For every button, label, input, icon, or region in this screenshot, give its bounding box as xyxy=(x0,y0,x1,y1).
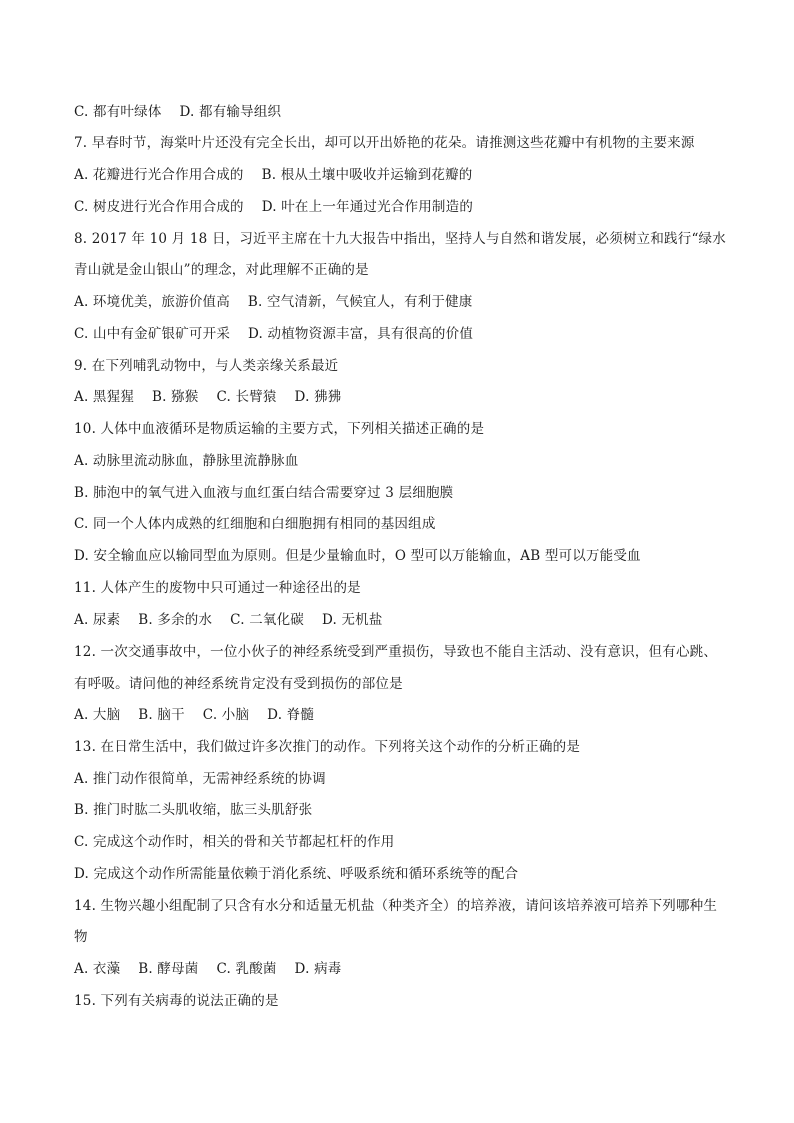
q8-options-cd: C. 山中有金矿银矿可开采 D. 动植物资源丰富，具有很高的价值 xyxy=(74,326,474,342)
q8-stem-line1: 8. 2017 年 10 月 18 日，习近平主席在十九大报告中指出，坚持人与自然和谐发展，必须树立和践行“绿水 xyxy=(74,231,726,247)
q11-stem: 11. 人体产生的废物中只可通过一种途径出的是 xyxy=(74,580,361,596)
q9-stem: 9. 在下列哺乳动物中，与人类亲缘关系最近 xyxy=(74,358,339,374)
q8-stem-line2: 青山就是金山银山”的理念，对此理解不正确的是 xyxy=(74,262,369,278)
q15-stem: 15. 下列有关病毒的说法正确的是 xyxy=(74,993,279,1009)
q6-options-cd: C. 都有叶绿体 D. 都有输导组织 xyxy=(74,104,282,120)
q10-option-a: A. 动脉里流动脉血，静脉里流静脉血 xyxy=(74,453,299,469)
q7-options-cd: C. 树皮进行光合作用合成的 D. 叶在上一年通过光合作用制造的 xyxy=(74,199,474,215)
q13-option-a: A. 推门动作很简单，无需神经系统的协调 xyxy=(74,771,326,787)
q12-stem-line1: 12. 一次交通事故中，一位小伙子的神经系统受到严重损伤，导致也不能自主活动、没有意识，但有心跳、 xyxy=(74,644,718,660)
q7-options-ab: A. 花瓣进行光合作用合成的 B. 根从土壤中吸收并运输到花瓣的 xyxy=(74,167,473,183)
q14-stem-line1: 14. 生物兴趣小组配制了只含有水分和适量无机盐（种类齐全）的培养液，请问该培养液可培养下列哪种生 xyxy=(74,898,718,914)
q7-stem: 7. 早春时节，海棠叶片还没有完全长出，却可以开出娇艳的花朵。请推测这些花瓣中有机物的主要来源 xyxy=(74,135,695,151)
q13-stem: 13. 在日常生活中，我们做过许多次推门的动作。下列将关这个动作的分析正确的是 xyxy=(74,739,581,755)
q9-options: A. 黑猩猩 B. 猕猴 C. 长臂猿 D. 狒狒 xyxy=(74,389,342,405)
q11-options: A. 尿素 B. 多余的水 C. 二氧化碳 D. 无机盐 xyxy=(74,612,383,628)
q14-options: A. 衣藻 B. 酵母菌 C. 乳酸菌 D. 病毒 xyxy=(74,961,342,977)
q12-stem-line2: 有呼吸。请问他的神经系统肯定没有受到损伤的部位是 xyxy=(74,676,403,692)
q14-stem-line2: 物 xyxy=(74,929,88,945)
q13-option-d: D. 完成这个动作所需能量依赖于消化系统、呼吸系统和循环系统等的配合 xyxy=(74,866,519,882)
q10-option-d: D. 安全输血应以输同型血为原则。但是少量输血时，O 型可以万能输血，AB 型可以万能受血 xyxy=(74,548,641,564)
q13-option-b: B. 推门时肱二头肌收缩，肱三头肌舒张 xyxy=(74,802,313,818)
q10-stem: 10. 人体中血液循环是物质运输的主要方式，下列相关描述正确的是 xyxy=(74,421,485,437)
q12-options: A. 大脑 B. 脑干 C. 小脑 D. 脊髓 xyxy=(74,707,315,723)
q10-option-b: B. 肺泡中的氧气进入血液与血红蛋白结合需要穿过 3 层细胞膜 xyxy=(74,485,454,501)
q10-option-c: C. 同一个人体内成熟的红细胞和白细胞拥有相同的基因组成 xyxy=(74,516,436,532)
q8-options-ab: A. 环境优美，旅游价值高 B. 空气清新，气候宜人，有利于健康 xyxy=(74,294,473,310)
q13-option-c: C. 完成这个动作时，相关的骨和关节都起杠杆的作用 xyxy=(74,834,395,850)
